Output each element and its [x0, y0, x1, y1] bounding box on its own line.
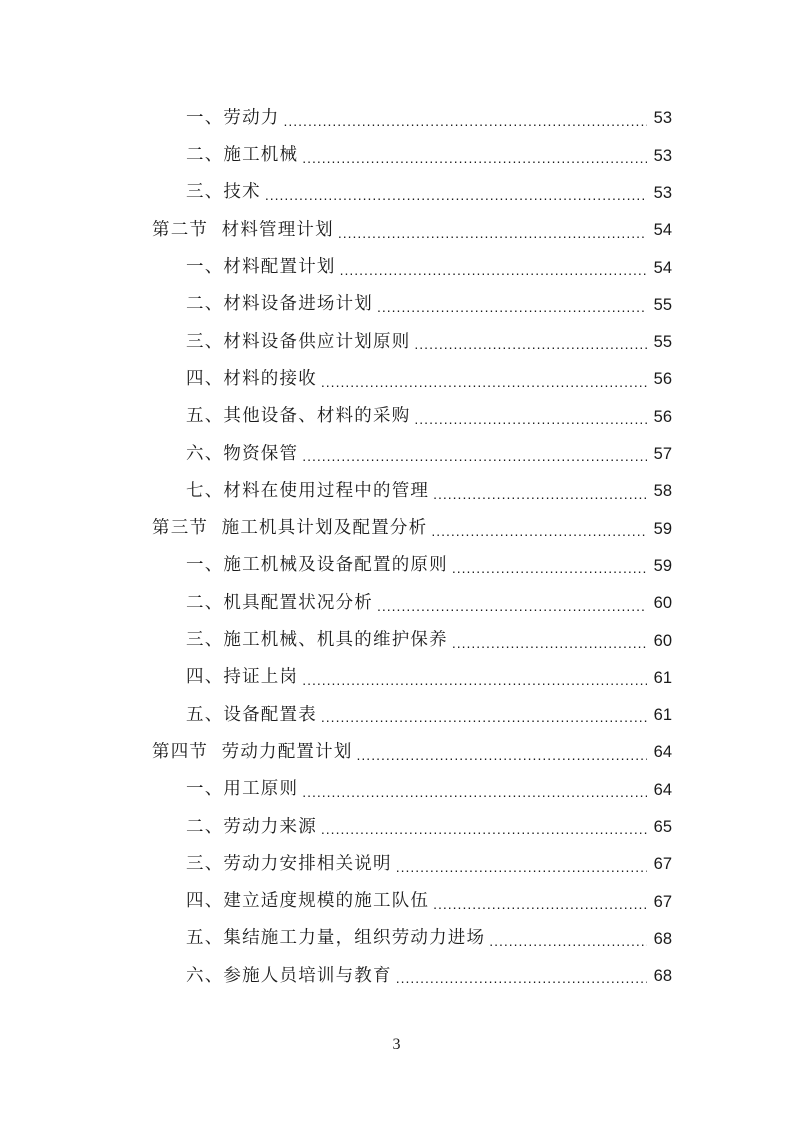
toc-entry[interactable] [0, 883, 793, 920]
toc-entry[interactable] [0, 771, 793, 808]
toc-entry-title: 五、设备配置表 [186, 704, 317, 725]
dot-leader [452, 636, 647, 650]
toc-entry-title: 七、材料在使用过程中的管理 [186, 480, 430, 501]
toc-entry-title: 二、施工机械 [186, 145, 299, 166]
toc-entry-page: 67 [653, 892, 672, 911]
toc-entry[interactable] [0, 137, 793, 174]
dot-leader [377, 300, 647, 314]
toc-entry-page: 55 [653, 333, 672, 352]
toc-entry[interactable] [0, 436, 793, 473]
toc-section-entry[interactable] [0, 510, 793, 547]
toc-entry[interactable] [0, 100, 793, 137]
toc-entry-page: 65 [653, 818, 672, 837]
toc-entry-page: 58 [653, 482, 672, 501]
toc-entry-page: 56 [653, 407, 672, 426]
dot-leader [431, 524, 647, 538]
dot-leader [284, 114, 648, 128]
toc-entry-page: 68 [653, 967, 672, 986]
dot-leader [489, 934, 647, 948]
table-of-contents [0, 100, 793, 995]
toc-entry-page: 61 [653, 668, 672, 687]
toc-entry-title: 一、劳动力 [186, 107, 280, 128]
toc-entry[interactable] [0, 697, 793, 734]
toc-entry-title: 一、用工原则 [186, 779, 299, 800]
dot-leader [433, 487, 647, 501]
dot-leader [302, 673, 647, 687]
page-number: 3 [392, 1036, 401, 1053]
toc-entry-title: 一、材料配置计划 [186, 257, 336, 278]
toc-entry[interactable] [0, 398, 793, 435]
dot-leader [414, 337, 647, 351]
toc-entry-page: 56 [653, 370, 672, 389]
toc-entry-title: 第三节 施工机具计划及配置分析 [152, 518, 428, 539]
toc-section-entry[interactable] [0, 734, 793, 771]
dot-leader [338, 226, 647, 240]
toc-entry-title: 第四节 劳动力配置计划 [152, 741, 353, 762]
toc-entry-title: 一、施工机械及设备配置的原则 [186, 555, 448, 576]
toc-entry[interactable] [0, 548, 793, 585]
dot-leader [396, 860, 647, 874]
dot-leader [452, 561, 647, 575]
dot-leader [302, 151, 647, 165]
dot-leader [302, 449, 647, 463]
dot-leader [396, 971, 647, 985]
toc-entry-title: 第二节 材料管理计划 [152, 219, 334, 240]
dot-leader [357, 748, 647, 762]
toc-entry-title: 五、集结施工力量，组织劳动力进场 [186, 928, 486, 949]
toc-entry-title: 六、物资保管 [186, 443, 299, 464]
dot-leader [433, 897, 647, 911]
toc-entry[interactable] [0, 809, 793, 846]
toc-entry-page: 53 [653, 183, 672, 202]
toc-entry[interactable] [0, 846, 793, 883]
toc-entry-title: 二、机具配置状况分析 [186, 592, 373, 613]
toc-entry-title: 三、材料设备供应计划原则 [186, 331, 411, 352]
dot-leader [321, 710, 647, 724]
toc-entry-page: 60 [653, 594, 672, 613]
dot-leader [302, 785, 647, 799]
toc-entry[interactable] [0, 659, 793, 696]
toc-entry-page: 64 [653, 780, 672, 799]
toc-entry-title: 三、施工机械、机具的维护保养 [186, 630, 448, 651]
toc-entry-page: 59 [653, 519, 672, 538]
toc-entry[interactable] [0, 473, 793, 510]
toc-entry-page: 54 [653, 221, 672, 240]
dot-leader [321, 375, 647, 389]
toc-entry-title: 四、建立适度规模的施工队伍 [186, 891, 430, 912]
toc-section-entry[interactable] [0, 212, 793, 249]
toc-entry-title: 四、持证上岗 [186, 667, 299, 688]
dot-leader [377, 599, 647, 613]
toc-entry[interactable] [0, 361, 793, 398]
toc-entry-title: 二、材料设备进场计划 [186, 294, 373, 315]
toc-entry-page: 60 [653, 631, 672, 650]
toc-entry[interactable] [0, 249, 793, 286]
toc-entry-page: 61 [653, 706, 672, 725]
dot-leader [340, 263, 647, 277]
toc-entry-title: 五、其他设备、材料的采购 [186, 406, 411, 427]
toc-entry[interactable] [0, 324, 793, 361]
dot-leader [414, 412, 647, 426]
toc-entry-page: 64 [653, 743, 672, 762]
toc-entry-title: 二、劳动力来源 [186, 816, 317, 837]
toc-entry[interactable] [0, 921, 793, 958]
toc-entry[interactable] [0, 622, 793, 659]
dot-leader [265, 188, 647, 202]
toc-entry-page: 59 [653, 556, 672, 575]
toc-entry-page: 54 [653, 258, 672, 277]
toc-entry-title: 四、材料的接收 [186, 368, 317, 389]
toc-entry-page: 68 [653, 929, 672, 948]
toc-entry-page: 53 [653, 146, 672, 165]
toc-entry[interactable] [0, 175, 793, 212]
toc-entry[interactable] [0, 958, 793, 995]
toc-entry[interactable] [0, 286, 793, 323]
toc-entry-title: 六、参施人员培训与教育 [186, 965, 392, 986]
toc-entry-title: 三、劳动力安排相关说明 [186, 853, 392, 874]
toc-entry[interactable] [0, 585, 793, 622]
toc-entry-title: 三、技术 [186, 182, 261, 203]
dot-leader [321, 822, 647, 836]
toc-entry-page: 57 [653, 445, 672, 464]
toc-entry-page: 55 [653, 295, 672, 314]
toc-entry-page: 67 [653, 855, 672, 874]
toc-entry-page: 53 [653, 109, 672, 128]
